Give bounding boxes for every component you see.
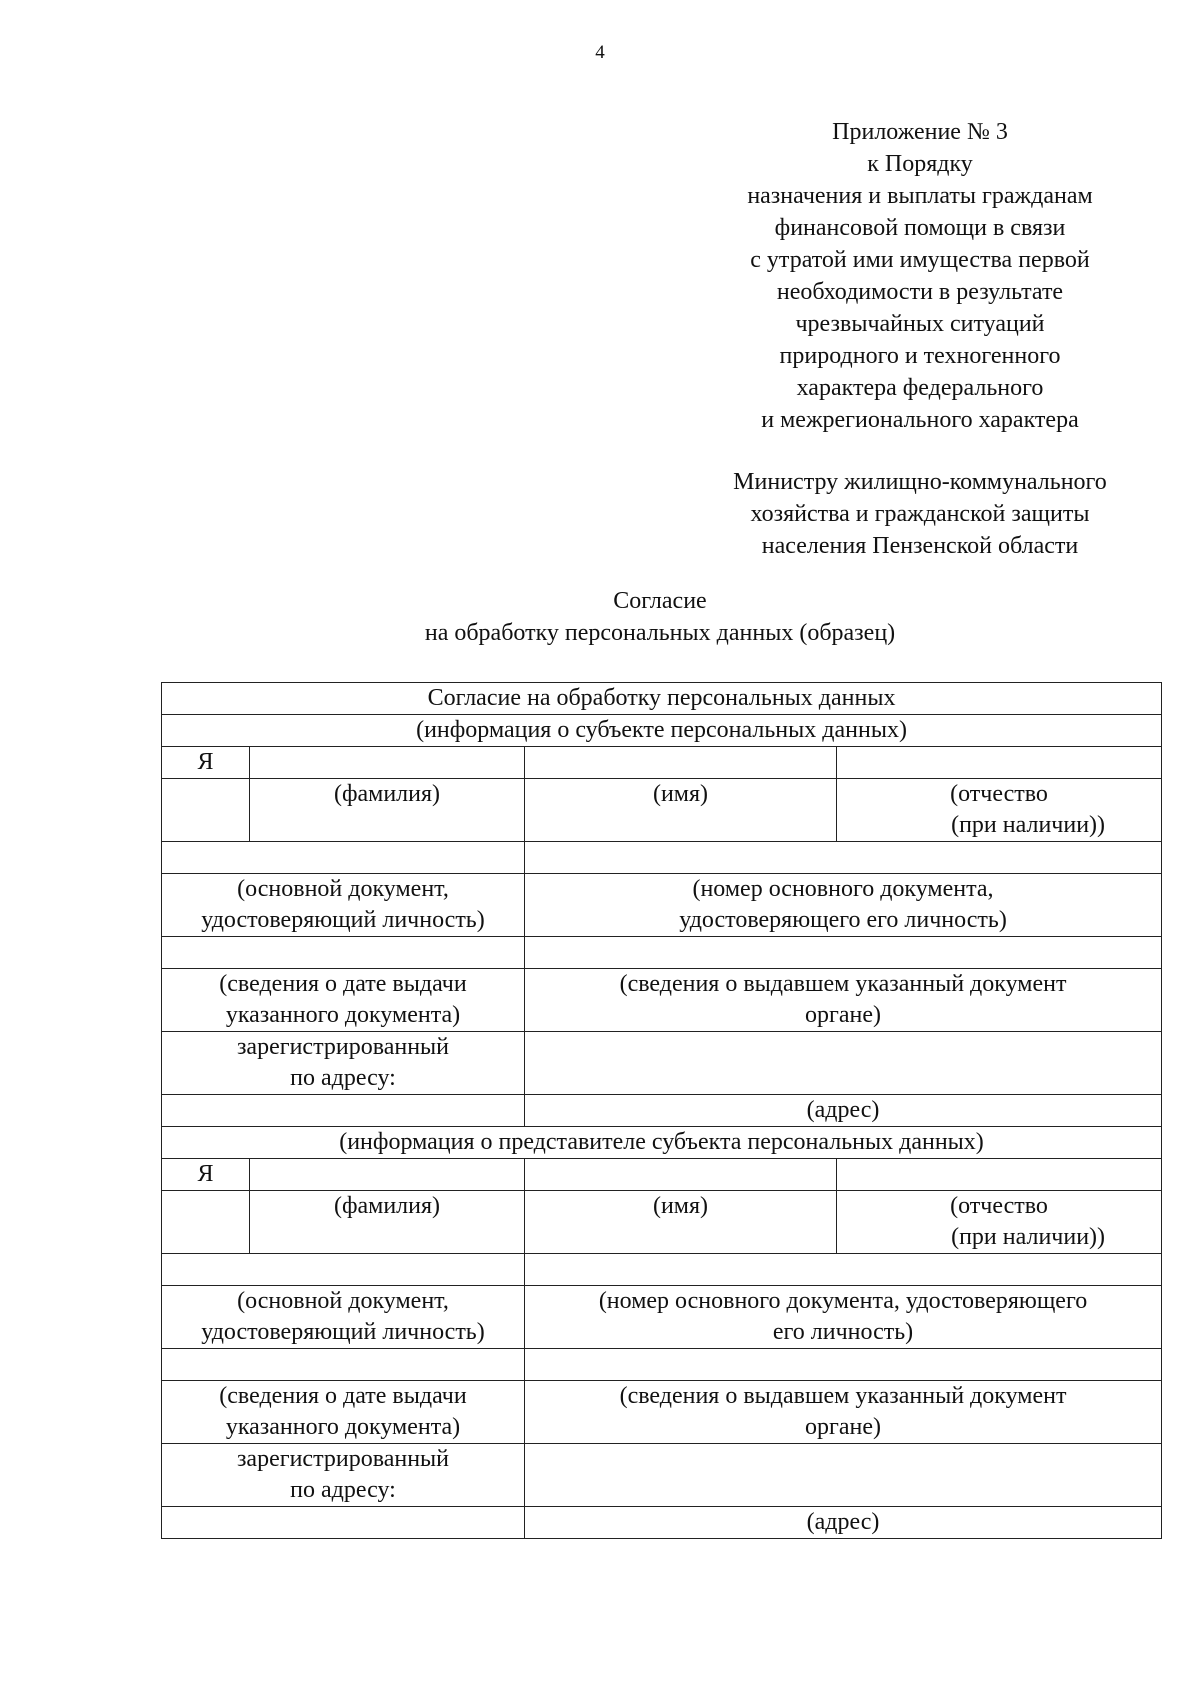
addressee-line: населения Пензенской области bbox=[761, 533, 1079, 559]
blank-cell bbox=[162, 1507, 525, 1539]
rep-issuer-field[interactable] bbox=[525, 1349, 1162, 1381]
doc-type-field[interactable] bbox=[162, 842, 525, 874]
addressee bbox=[690, 466, 1150, 562]
address-field[interactable] bbox=[525, 1032, 1162, 1095]
registered-label: зарегистрированный по адресу: bbox=[162, 1032, 525, 1095]
issuer-caption: (сведения о выдавшем указанный документ органе) bbox=[525, 969, 1162, 1032]
name-caption: (имя) bbox=[525, 779, 837, 842]
appendix-line: необходимости в результате bbox=[776, 279, 1064, 305]
ya-label: Я bbox=[162, 1159, 250, 1191]
rep-patronymic-field[interactable] bbox=[837, 1159, 1162, 1191]
subject-section-label: (информация о субъекте персональных данных) bbox=[162, 715, 1162, 747]
rep-doc-number-field[interactable] bbox=[525, 1254, 1162, 1286]
rep-name-caption: (имя) bbox=[525, 1191, 837, 1254]
appendix-line: с утратой ими имущества первой bbox=[750, 247, 1090, 273]
name-field[interactable] bbox=[525, 747, 837, 779]
rep-surname-caption: (фамилия) bbox=[250, 1191, 525, 1254]
rep-doc-type-field[interactable] bbox=[162, 1254, 525, 1286]
appendix-line: природного и техногенного bbox=[779, 343, 1061, 369]
appendix-line: характера федерального bbox=[796, 375, 1044, 401]
title-line-1: Согласие bbox=[613, 588, 707, 614]
rep-issue-date-field[interactable] bbox=[162, 1349, 525, 1381]
ya-label: Я bbox=[162, 747, 250, 779]
rep-issue-date-caption: (сведения о дате выдачи указанного документа) bbox=[162, 1381, 525, 1444]
addressee-line: хозяйства и гражданской защиты bbox=[750, 501, 1090, 527]
blank-cell bbox=[162, 1191, 250, 1254]
representative-section-label: (информация о представителе субъекта персональных данных) bbox=[162, 1127, 1162, 1159]
surname-caption: (фамилия) bbox=[250, 779, 525, 842]
surname-field[interactable] bbox=[250, 747, 525, 779]
appendix-line: Приложение № 3 bbox=[832, 119, 1008, 145]
appendix-header bbox=[690, 116, 1150, 436]
rep-doc-number-caption: (номер основного документа, удостоверяющего его личность) bbox=[525, 1286, 1162, 1349]
appendix-line: чрезвычайных ситуаций bbox=[795, 311, 1045, 337]
appendix-line: к Порядку bbox=[867, 151, 973, 177]
blank-cell bbox=[162, 779, 250, 842]
rep-address-caption: (адрес) bbox=[525, 1507, 1162, 1539]
issue-date-field[interactable] bbox=[162, 937, 525, 969]
doc-number-field[interactable] bbox=[525, 842, 1162, 874]
rep-surname-field[interactable] bbox=[250, 1159, 525, 1191]
addressee-line: Министру жилищно-коммунального bbox=[733, 469, 1107, 495]
patronymic-field[interactable] bbox=[837, 747, 1162, 779]
rep-issuer-caption: (сведения о выдавшем указанный документ органе) bbox=[525, 1381, 1162, 1444]
consent-form-table bbox=[161, 682, 1162, 1539]
document-title bbox=[0, 585, 1200, 649]
page-number: 4 bbox=[595, 42, 605, 63]
blank-cell bbox=[162, 1095, 525, 1127]
rep-registered-label: зарегистрированный по адресу: bbox=[162, 1444, 525, 1507]
title-line-2: на обработку персональных данных (образец) bbox=[424, 620, 896, 646]
issuer-field[interactable] bbox=[525, 937, 1162, 969]
rep-address-field[interactable] bbox=[525, 1444, 1162, 1507]
appendix-line: и межрегионального характера bbox=[761, 407, 1079, 433]
rep-patronymic-caption: (отчество (при наличии)) bbox=[837, 1191, 1162, 1254]
doc-type-caption: (основной документ, удостоверяющий личность) bbox=[162, 874, 525, 937]
form-heading: Согласие на обработку персональных данных bbox=[162, 683, 1162, 715]
issue-date-caption: (сведения о дате выдачи указанного документа) bbox=[162, 969, 525, 1032]
appendix-line: назначения и выплаты гражданам bbox=[747, 183, 1093, 209]
appendix-line: финансовой помощи в связи bbox=[774, 215, 1066, 241]
address-caption: (адрес) bbox=[525, 1095, 1162, 1127]
rep-name-field[interactable] bbox=[525, 1159, 837, 1191]
doc-number-caption: (номер основного документа, удостоверяющего его личность) bbox=[525, 874, 1162, 937]
patronymic-caption: (отчество (при наличии)) bbox=[837, 779, 1162, 842]
rep-doc-type-caption: (основной документ, удостоверяющий личность) bbox=[162, 1286, 525, 1349]
